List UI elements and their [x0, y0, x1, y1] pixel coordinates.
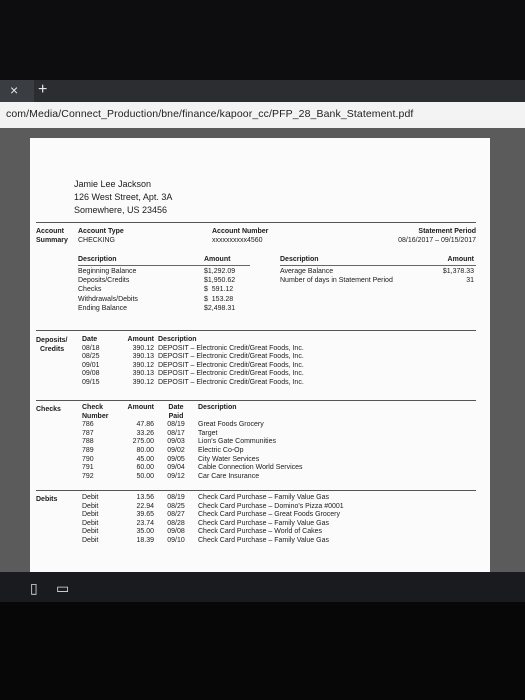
summary-row	[78, 285, 250, 294]
deposit-description: DEPOSIT – Electronic Credit/Great Foods, Inc.	[158, 361, 304, 369]
average-row	[280, 276, 476, 285]
check-number: 791	[82, 464, 94, 472]
deposit-date: 09/01	[82, 361, 100, 369]
deposit-amount: 390.12	[132, 378, 154, 386]
summary-row-label: Ending Balance	[78, 304, 128, 312]
debits-table	[82, 494, 348, 546]
deposit-description: DEPOSIT – Electronic Credit/Great Foods, Inc.	[158, 344, 304, 352]
check-amount: 60.00	[136, 464, 154, 472]
check-row	[82, 456, 307, 465]
customer-city: Somewhere, US 23456	[74, 205, 168, 215]
average-row-amount: $1,378.33	[442, 268, 474, 275]
summary-row	[78, 295, 250, 304]
browser-tab[interactable]	[0, 80, 34, 102]
debit-description: Check Card Purchase – Family Value Gas	[198, 536, 329, 544]
deposit-amount: 390.12	[132, 361, 154, 369]
check-date: 09/12	[167, 472, 185, 480]
checks-amount-header: Amount	[127, 404, 154, 411]
average-row-label: Number of days in Statement Period	[280, 277, 393, 285]
average-desc-header: Description	[280, 256, 319, 263]
deposit-amount: 390.13	[132, 353, 154, 361]
summary-row	[78, 276, 250, 285]
checks-section-label: Checks	[36, 406, 61, 413]
pdf-page	[30, 138, 490, 572]
check-row	[82, 430, 307, 439]
check-date: 09/05	[167, 455, 185, 463]
summary-row-amount: $1,950.62	[204, 277, 236, 285]
check-date: 08/19	[167, 421, 185, 429]
summary-row-label: Beginning Balance	[78, 268, 137, 275]
check-row	[82, 464, 307, 473]
check-description: Electric Co-Op	[198, 446, 244, 454]
check-amount: 50.00	[136, 472, 154, 480]
debits-top-rule	[36, 490, 476, 491]
customer-address	[74, 178, 172, 217]
debit-row	[82, 520, 348, 529]
checks-description-header: Description	[198, 404, 237, 411]
debit-date: 08/28	[167, 519, 185, 527]
account-number-block	[212, 227, 268, 245]
average-row-amount: 31	[466, 277, 474, 285]
summary-desc-header: Description	[78, 256, 117, 263]
summary-row-amount: $1,292.09	[204, 268, 236, 275]
check-date: 08/17	[167, 429, 185, 437]
check-amount: 47.86	[136, 421, 154, 429]
check-description: Car Care Insurance	[198, 472, 260, 480]
check-date: 09/03	[167, 438, 185, 446]
deposit-amount: 390.12	[132, 344, 154, 352]
checks-top-rule	[36, 400, 476, 401]
debit-type: Debit	[82, 511, 99, 519]
deposit-description: DEPOSIT – Electronic Credit/Great Foods, Inc.	[158, 370, 304, 378]
summary-top-rule	[36, 222, 476, 223]
summary-row	[78, 267, 250, 276]
average-amount-header: Amount	[447, 256, 474, 263]
summary-amount-header: Amount	[204, 256, 231, 263]
new-tab-icon[interactable]: +	[38, 81, 48, 98]
check-number: 792	[82, 472, 94, 480]
summary-row	[78, 304, 250, 313]
debit-amount: 35.00	[136, 528, 154, 536]
deposit-amount: 390.13	[132, 370, 154, 378]
debit-type: Debit	[82, 519, 99, 527]
summary-section-label: Account Summary	[36, 228, 68, 244]
account-type-value: CHECKING	[78, 237, 115, 244]
debit-date: 08/27	[167, 511, 185, 519]
deposit-row	[82, 362, 308, 371]
file-explorer-icon[interactable]: ▭	[56, 580, 70, 596]
check-row	[82, 438, 307, 447]
deposit-date: 08/25	[82, 353, 100, 361]
customer-street: 126 West Street, Apt. 3A	[74, 192, 173, 202]
customer-name: Jamie Lee Jackson	[74, 179, 152, 189]
deposit-date: 08/18	[82, 344, 100, 352]
debit-type: Debit	[82, 528, 99, 536]
debit-amount: 22.94	[136, 502, 154, 510]
deposits-top-rule	[36, 330, 476, 331]
deposit-date: 09/15	[82, 378, 100, 386]
debit-type: Debit	[82, 536, 99, 544]
deposits-section-label: Deposits/ Credits	[36, 337, 68, 353]
check-row	[82, 447, 307, 456]
url-text[interactable]: com/Media/Connect_Production/bne/finance/kapoor_cc/PFP_28_Bank_Statement.pdf	[6, 108, 414, 120]
account-type-label: Account Type	[78, 228, 124, 235]
account-number-value: xxxxxxxxxx4560	[212, 237, 263, 244]
deposit-row	[82, 353, 308, 362]
debit-description: Check Card Purchase – World of Cakes	[198, 528, 322, 536]
address-bar[interactable]	[0, 102, 525, 129]
debit-description: Check Card Purchase – Great Foods Grocery	[198, 511, 341, 519]
debit-date: 08/19	[167, 494, 185, 501]
summary-row-amount: $ 153.28	[204, 295, 234, 303]
deposits-description-header: Description	[158, 336, 197, 343]
debits-section-label: Debits	[36, 496, 58, 503]
deposit-date: 09/08	[82, 370, 100, 378]
deposits-amount-header: Amount	[127, 336, 154, 343]
tab-strip	[0, 80, 525, 102]
check-number: 786	[82, 421, 94, 429]
summary-row-amount: $ 591.12	[204, 286, 234, 294]
debit-row	[82, 537, 348, 546]
deposit-row	[82, 370, 308, 379]
debit-amount: 39.65	[136, 511, 154, 519]
check-row	[82, 421, 307, 430]
debit-amount: 23.74	[136, 519, 154, 527]
summary-row-label: Checks	[78, 286, 102, 294]
average-row-label: Average Balance	[280, 268, 334, 275]
check-date: 09/04	[167, 464, 185, 472]
deposit-description: DEPOSIT – Electronic Credit/Great Foods, Inc.	[158, 378, 304, 386]
taskbar	[0, 572, 525, 602]
debit-date: 09/08	[167, 528, 185, 536]
check-description: City Water Services	[198, 455, 260, 463]
debit-type: Debit	[82, 502, 99, 510]
deposits-table	[82, 336, 308, 388]
check-amount: 80.00	[136, 446, 154, 454]
debit-amount: 18.39	[136, 536, 154, 544]
debit-description: Check Card Purchase – Family Value Gas	[198, 519, 329, 527]
checks-table	[82, 404, 307, 481]
summary-row-label: Deposits/Credits	[78, 277, 130, 285]
debit-date: 09/10	[167, 536, 185, 544]
check-number: 789	[82, 446, 94, 454]
average-row	[280, 267, 476, 276]
deposits-date-header: Date	[82, 336, 98, 343]
checks-date-header: Date Paid	[168, 404, 184, 420]
check-description: Target	[198, 429, 218, 437]
check-description: Great Foods Grocery	[198, 421, 264, 429]
debit-row	[82, 528, 348, 537]
check-amount: 275.00	[132, 438, 154, 446]
close-tab-icon[interactable]: ×	[10, 82, 19, 98]
debit-row	[82, 494, 348, 503]
debit-amount: 13.56	[136, 494, 154, 501]
check-row	[82, 473, 307, 482]
summary-row-label: Withdrawals/Debits	[78, 295, 138, 303]
check-description: Cable Connection World Services	[198, 464, 303, 472]
task-view-icon[interactable]: ▯	[30, 580, 38, 596]
debit-row	[82, 511, 348, 520]
check-amount: 33.26	[136, 429, 154, 437]
summary-table	[78, 256, 250, 313]
check-amount: 45.00	[136, 455, 154, 463]
summary-row-amount: $2,498.31	[204, 304, 236, 312]
pdf-viewer[interactable]	[0, 128, 525, 572]
statement-period-value: 08/16/2017 – 09/15/2017	[398, 237, 476, 244]
monitor-bezel	[0, 602, 525, 700]
check-number: 788	[82, 438, 94, 446]
check-date: 09/02	[167, 446, 185, 454]
account-number-label: Account Number	[212, 228, 269, 235]
check-number: 790	[82, 455, 94, 463]
deposit-row	[82, 345, 308, 354]
summary-average-table	[280, 256, 476, 285]
debit-row	[82, 503, 348, 512]
debit-type: Debit	[82, 494, 99, 501]
debit-date: 08/25	[167, 502, 185, 510]
debit-description: Check Card Purchase – Domino's Pizza #0001	[198, 502, 344, 510]
deposit-description: DEPOSIT – Electronic Credit/Great Foods, Inc.	[158, 353, 304, 361]
deposit-row	[82, 379, 308, 388]
statement-period-label: Statement Period	[418, 228, 476, 235]
checks-number-header: Check Number	[82, 404, 109, 420]
check-description: Lion's Gate Communities	[198, 438, 276, 446]
check-number: 787	[82, 429, 94, 437]
account-type-block	[78, 227, 124, 245]
statement-period-block	[398, 227, 476, 245]
debit-description: Check Card Purchase – Family Value Gas	[198, 494, 329, 501]
